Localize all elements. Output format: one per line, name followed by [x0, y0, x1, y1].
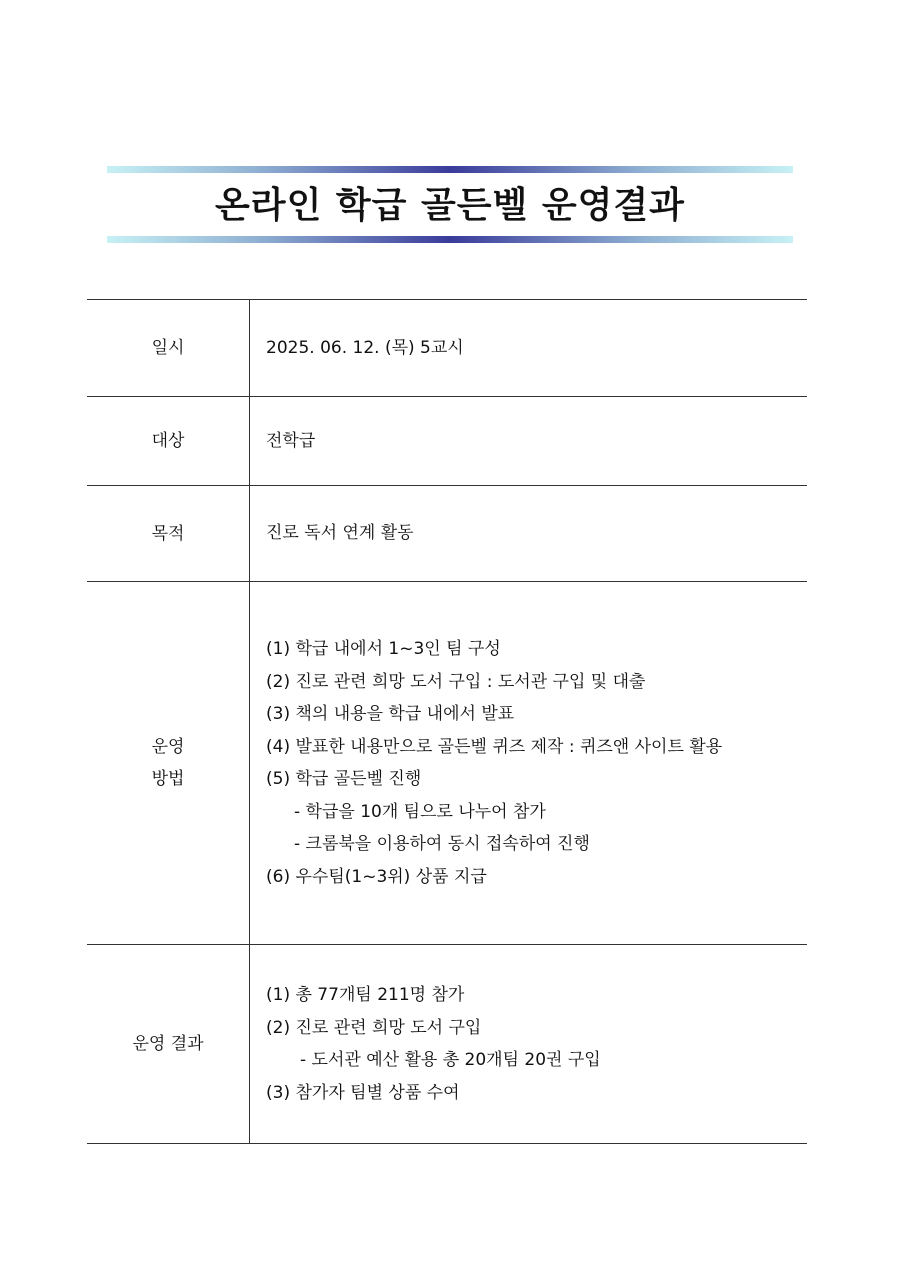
info-table [87, 299, 807, 1144]
title-bottom-gradient-bar [107, 236, 793, 243]
value-line: (2) 진로 관련 희망 도서 구입 [266, 1017, 482, 1038]
value-cell [250, 397, 807, 485]
value-line: 전학급 [266, 430, 316, 451]
value-line: (2) 진로 관련 희망 도서 구입 : 도서관 구입 및 대출 [266, 671, 646, 692]
value-line: 2025. 06. 12. (목) 5교시 [266, 337, 464, 358]
value-line: (3) 책의 내용을 학급 내에서 발표 [266, 704, 515, 724]
value-line: (1) 총 77개팀 211명 참가 [266, 985, 465, 1005]
value-line: (6) 우수팀(1~3위) 상품 지급 [266, 866, 487, 887]
value-cell [250, 582, 807, 944]
value-line: (5) 학급 골든벨 진행 [266, 769, 422, 789]
value-cell [250, 300, 807, 396]
value-subline: - 도서관 예산 활용 총 20개팀 20권 구입 [300, 1050, 601, 1070]
label-cell [87, 582, 250, 944]
label-line: 일시 [151, 338, 185, 358]
label-line: 운영 결과 [132, 1034, 204, 1054]
label-cell [87, 397, 250, 485]
row-method [87, 582, 807, 945]
label-cell [87, 486, 250, 581]
label-line: 방법 [151, 769, 185, 789]
label-line: 운영 [151, 737, 185, 757]
title-block [107, 166, 793, 244]
value-subline: - 학급을 10개 팀으로 나누어 참가 [294, 801, 546, 822]
value-line: (3) 참가자 팀별 상품 수여 [266, 1082, 460, 1103]
row-target [87, 397, 807, 486]
value-subline: - 크롬북을 이용하여 동시 접속하여 진행 [294, 834, 590, 854]
label-line: 대상 [151, 431, 185, 451]
value-line: (4) 발표한 내용만으로 골든벨 퀴즈 제작 : 퀴즈앤 사이트 활용 [266, 736, 723, 757]
row-result [87, 945, 807, 1144]
value-line: (1) 학급 내에서 1~3인 팀 구성 [266, 639, 501, 659]
value-cell [250, 486, 807, 581]
title-top-gradient-bar [107, 166, 793, 173]
label-cell [87, 300, 250, 396]
label-line: 목적 [151, 523, 185, 544]
label-cell [87, 945, 250, 1143]
page-title: 온라인 학급 골든벨 운영결과 [215, 185, 685, 226]
value-line: 진로 독서 연계 활동 [266, 523, 414, 544]
value-cell [250, 945, 807, 1143]
row-date [87, 300, 807, 397]
row-purpose [87, 486, 807, 582]
